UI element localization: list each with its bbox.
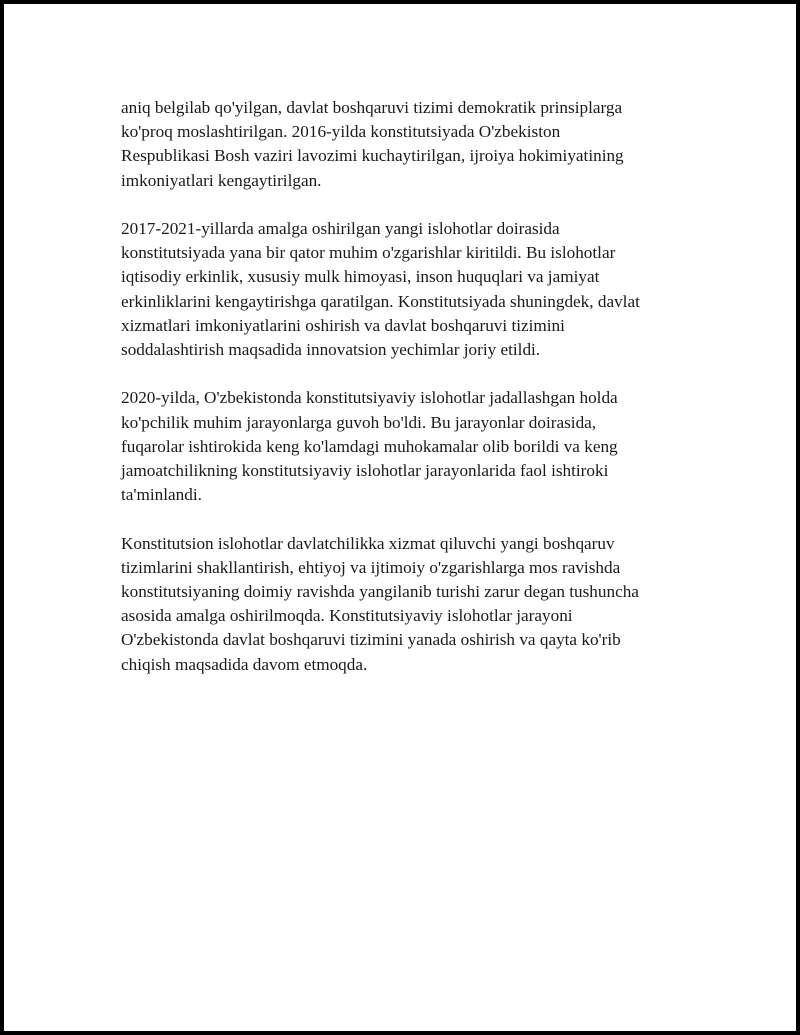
text-line: soddalashtirish maqsadida innovatsion yechimlar joriy etildi. xyxy=(121,340,541,360)
text-line: konstitutsiyada yana bir qator muhim o'zgarishlar kiritildi. Bu islohotlar xyxy=(121,243,616,263)
text-line: Konstitutsion islohotlar davlatchilikka xizmat qiluvchi yangi boshqaruv xyxy=(121,533,615,553)
text-line: 2017-2021-yillarda amalga oshirilgan yangi islohotlar doirasida xyxy=(121,219,560,238)
paragraph-2 xyxy=(121,217,701,362)
text-line: iqtisodiy erkinlik, xususiy mulk himoyasi, inson huquqlari va jamiyat xyxy=(121,267,600,287)
text-line: ko'proq moslashtirilgan. 2016-yilda konstitutsiyada O'zbekiston xyxy=(121,122,561,142)
paragraph-3 xyxy=(121,386,701,507)
text-line: ko'pchilik muhim jarayonlarga guvoh bo'ldi. Bu jarayonlar doirasida, xyxy=(121,412,597,432)
text-line: ta'minlandi. xyxy=(121,485,202,505)
text-line: tizimlarini shakllantirish, ehtiyoj va ijtimoiy o'zgarishlarga mos ravishda xyxy=(121,557,621,577)
text-line: O'zbekistonda davlat boshqaruvi tizimini yanada oshirish va qayta ko'rib xyxy=(121,630,621,650)
text-line: erkinliklarini kengaytirishga qaratilgan. Konstitutsiyada shuningdek, davlat xyxy=(121,291,640,311)
text-line: asosida amalga oshirilmoqda. Konstitutsiyaviy islohotlar jarayoni xyxy=(121,606,573,626)
text-line: konstitutsiyaning doimiy ravishda yangilanib turishi zarur degan tushuncha xyxy=(121,582,639,602)
text-line: jamoatchilikning konstitutsiyaviy islohotlar jarayonlarida faol ishtiroki xyxy=(121,461,609,481)
text-line: 2020-yilda, O'zbekistonda konstitutsiyaviy islohotlar jadallashgan holda xyxy=(121,388,618,408)
text-line: fuqarolar ishtirokida keng ko'lamdagi muhokamalar olib borildi va keng xyxy=(121,436,618,456)
text-line: xizmatlari imkoniyatlarini oshirish va davlat boshqaruvi tizimini xyxy=(121,315,565,335)
document-body xyxy=(121,96,701,701)
text-line: Respublikasi Bosh vaziri lavozimi kuchaytirilgan, ijroiya hokimiyatining xyxy=(121,146,624,166)
text-line: chiqish maqsadida davom etmoqda. xyxy=(121,654,368,674)
paragraph-1 xyxy=(121,96,701,193)
text-line: imkoniyatlari kengaytirilgan. xyxy=(121,170,322,190)
paragraph-4 xyxy=(121,532,701,677)
text-line: aniq belgilab qo'yilgan, davlat boshqaruvi tizimi demokratik prinsiplarga xyxy=(121,98,623,117)
